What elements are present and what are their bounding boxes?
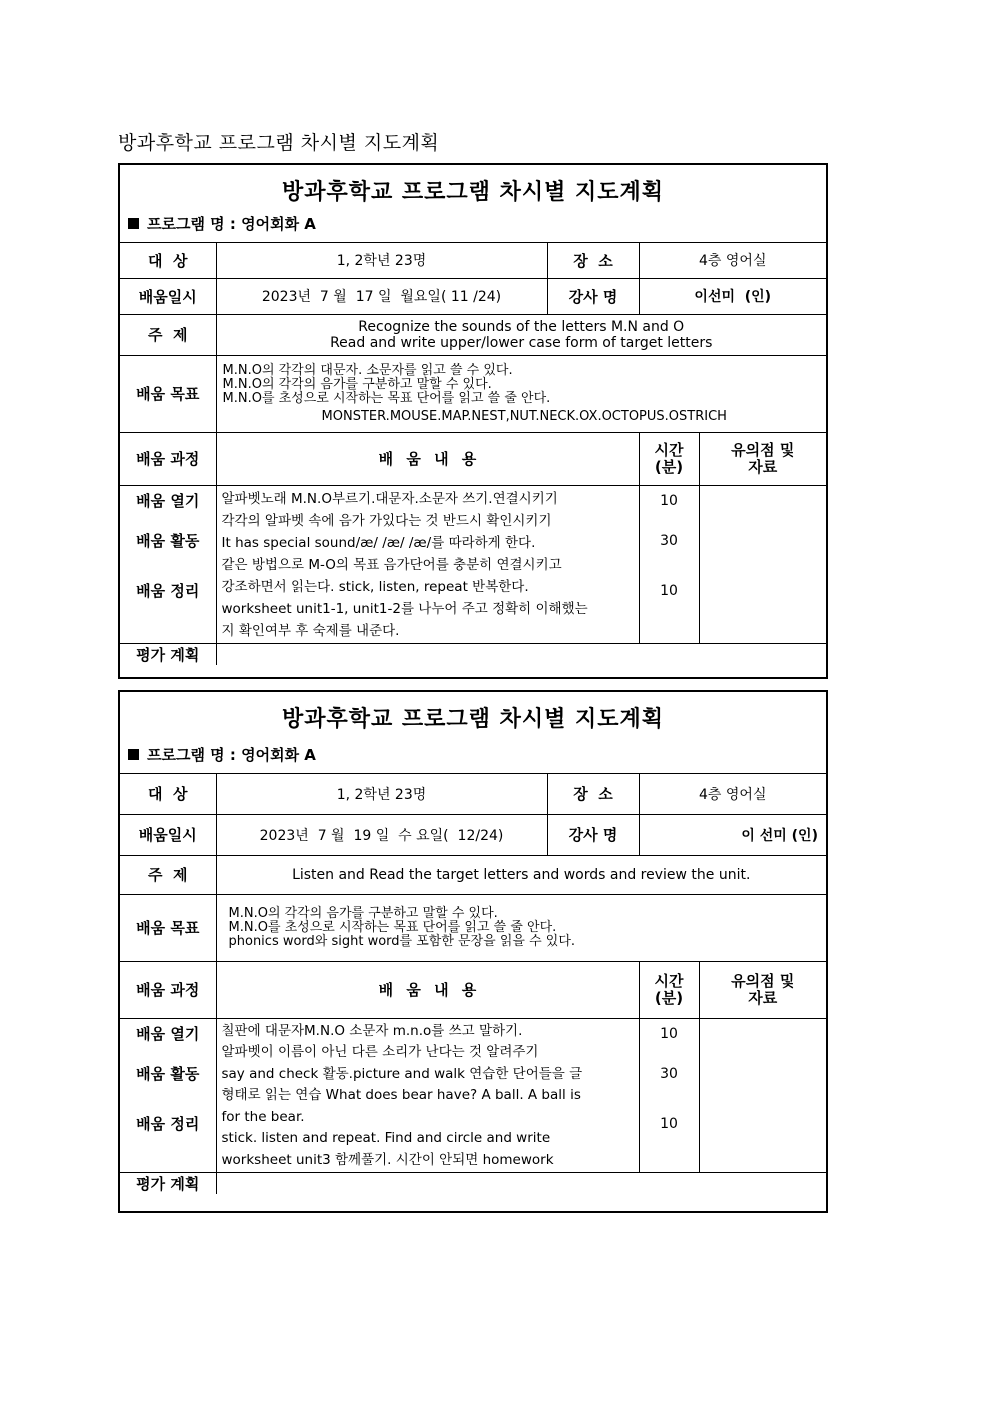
content-line: 지 확인여부 후 숙제를 내준다. (221, 622, 400, 639)
black-square-icon (128, 218, 139, 229)
time-values (639, 1018, 699, 1172)
evaluation-value (216, 1172, 826, 1194)
goal-line: M.N.O를 초성으로 시작하는 목표 단어를 읽고 쓸 줄 안다. (222, 390, 551, 406)
program-name-line (128, 744, 316, 765)
content-line: 칠판에 대문자M.N.O 소문자 m.n.o를 쓰고 말하기. (221, 1022, 523, 1039)
step-labels (120, 485, 216, 643)
instructor-value: 이선미 (인) (639, 278, 826, 314)
step-labels (120, 1018, 216, 1172)
datetime-value: 2023년 7 월 19 일 수 요일( 12/24) (216, 814, 547, 855)
topic-value (216, 314, 826, 355)
content-label: 배 움 내 용 (216, 961, 639, 1018)
time-activity: 30 (660, 532, 678, 549)
goal-value (216, 894, 826, 961)
program-name: 프로그램 명 : 영어회화 A (147, 215, 316, 233)
notes-value (699, 1018, 826, 1172)
content-line: It has special sound/æ/ /æ/ /æ/를 따라하게 한다. (221, 534, 536, 551)
step-activity-label: 배움 활동 (136, 532, 200, 550)
program-name-line (128, 213, 316, 234)
lesson-plan-1 (118, 163, 828, 679)
content-line: stick. listen and repeat. Find and circle and write (221, 1130, 551, 1146)
topic-line: Read and write upper/lower case form of target letters (330, 334, 713, 351)
plan-title: 방과후학교 프로그램 차시별 지도계획 (281, 707, 664, 732)
topic-value (216, 855, 826, 894)
black-square-icon (128, 749, 139, 760)
content-line: 강조하면서 읽는다. stick, listen, repeat 반복한다. (221, 578, 529, 595)
target-label: 대 상 (120, 243, 216, 278)
program-name: 프로그램 명 : 영어회화 A (147, 746, 316, 764)
time-activity: 30 (660, 1065, 678, 1082)
content-line: 알파벳이 이름이 아닌 다른 소리가 난다는 것 알려주기 (221, 1044, 539, 1060)
topic-label: 주 제 (120, 314, 216, 355)
instructor-label: 강사 명 (547, 278, 639, 314)
place-value: 4층 영어실 (639, 774, 826, 814)
place-label: 장 소 (547, 774, 639, 814)
content-line: 형태로 읽는 연습 What does bear have? A ball. A ball is (221, 1087, 581, 1103)
page-title: 방과후학교 프로그램 차시별 지도계획 (118, 132, 440, 154)
content-line: 같은 방법으로 M-O의 목표 음가단어를 충분히 연결시키고 (221, 556, 562, 573)
target-value: 1, 2학년 23명 (216, 243, 547, 278)
step-open-label: 배움 열기 (136, 1025, 200, 1043)
goal-line: M.N.O의 각각의 대문자. 소문자를 읽고 쓸 수 있다. (222, 362, 513, 378)
target-value: 1, 2학년 23명 (216, 774, 547, 814)
evaluation-label: 평가 계획 (120, 643, 216, 665)
content-label: 배 움 내 용 (216, 432, 639, 485)
place-label: 장 소 (547, 243, 639, 278)
time-label: 시간 (분) (639, 432, 699, 485)
evaluation-label: 평가 계획 (120, 1172, 216, 1194)
goal-line: phonics word와 sight word를 포함한 문장을 읽을 수 있다. (228, 933, 576, 949)
goal-value (216, 355, 826, 432)
topic-label: 주 제 (120, 855, 216, 894)
time-wrap: 10 (660, 1115, 678, 1132)
goal-line: M.N.O의 각각의 음가를 구분하고 말할 수 있다. (228, 905, 498, 921)
goal-label: 배움 목표 (120, 894, 216, 961)
content-value (216, 485, 639, 643)
process-label: 배움 과정 (120, 961, 216, 1018)
lesson-plan-2 (118, 690, 828, 1213)
time-label: 시간 (분) (639, 961, 699, 1018)
notes-value (699, 485, 826, 643)
time-open: 10 (660, 1025, 678, 1042)
instructor-value: 이 선미 (인) (639, 814, 826, 855)
evaluation-value (216, 643, 826, 665)
content-line: 알파벳노래 M.N.O부르기.대문자.소문자 쓰기.연결시키기 (221, 490, 558, 507)
plan-table (120, 774, 826, 1194)
datetime-value: 2023년 7 월 17 일 월요일( 11 /24) (216, 278, 547, 314)
notes-label: 유의점 및 자료 (699, 432, 826, 485)
place-value: 4층 영어실 (639, 243, 826, 278)
content-line: 각각의 알파벳 속에 음가 가있다는 것 반드시 확인시키기 (221, 512, 552, 529)
time-values (639, 485, 699, 643)
goal-line: M.N.O의 각각의 음가를 구분하고 말할 수 있다. (222, 376, 492, 392)
step-wrap-label: 배움 정리 (136, 582, 200, 600)
plan-table (120, 243, 826, 665)
topic-line: Listen and Read the target letters and words and review the unit. (292, 866, 751, 883)
target-label: 대 상 (120, 774, 216, 814)
content-line: worksheet unit3 함께풀기. 시간이 안되면 homework (221, 1151, 554, 1168)
content-line: for the bear. (221, 1108, 305, 1125)
plan-header (120, 165, 826, 243)
process-label: 배움 과정 (120, 432, 216, 485)
plan-header (120, 692, 826, 774)
goal-line: M.N.O를 초성으로 시작하는 목표 단어를 읽고 쓸 줄 안다. (228, 919, 557, 935)
time-open: 10 (660, 492, 678, 509)
time-wrap: 10 (660, 582, 678, 599)
datetime-label: 배움일시 (120, 278, 216, 314)
notes-label: 유의점 및 자료 (699, 961, 826, 1018)
content-line: worksheet unit1-1, unit1-2를 나누어 주고 정확히 이해했는 (221, 600, 588, 617)
instructor-label: 강사 명 (547, 814, 639, 855)
content-value (216, 1018, 639, 1172)
content-line: say and check 활동.picture and walk 연습한 단어들을 글 (221, 1065, 583, 1082)
datetime-label: 배움일시 (120, 814, 216, 855)
goal-label: 배움 목표 (120, 355, 216, 432)
step-wrap-label: 배움 정리 (136, 1115, 200, 1133)
goal-line: MONSTER.MOUSE.MAP.NEST,NUT.NECK.OX.OCTOPUS.OSTRICH (321, 408, 727, 424)
topic-line: Recognize the sounds of the letters M.N and O (358, 318, 685, 335)
plan-title: 방과후학교 프로그램 차시별 지도계획 (281, 180, 664, 205)
step-open-label: 배움 열기 (136, 492, 200, 510)
step-activity-label: 배움 활동 (136, 1065, 200, 1083)
